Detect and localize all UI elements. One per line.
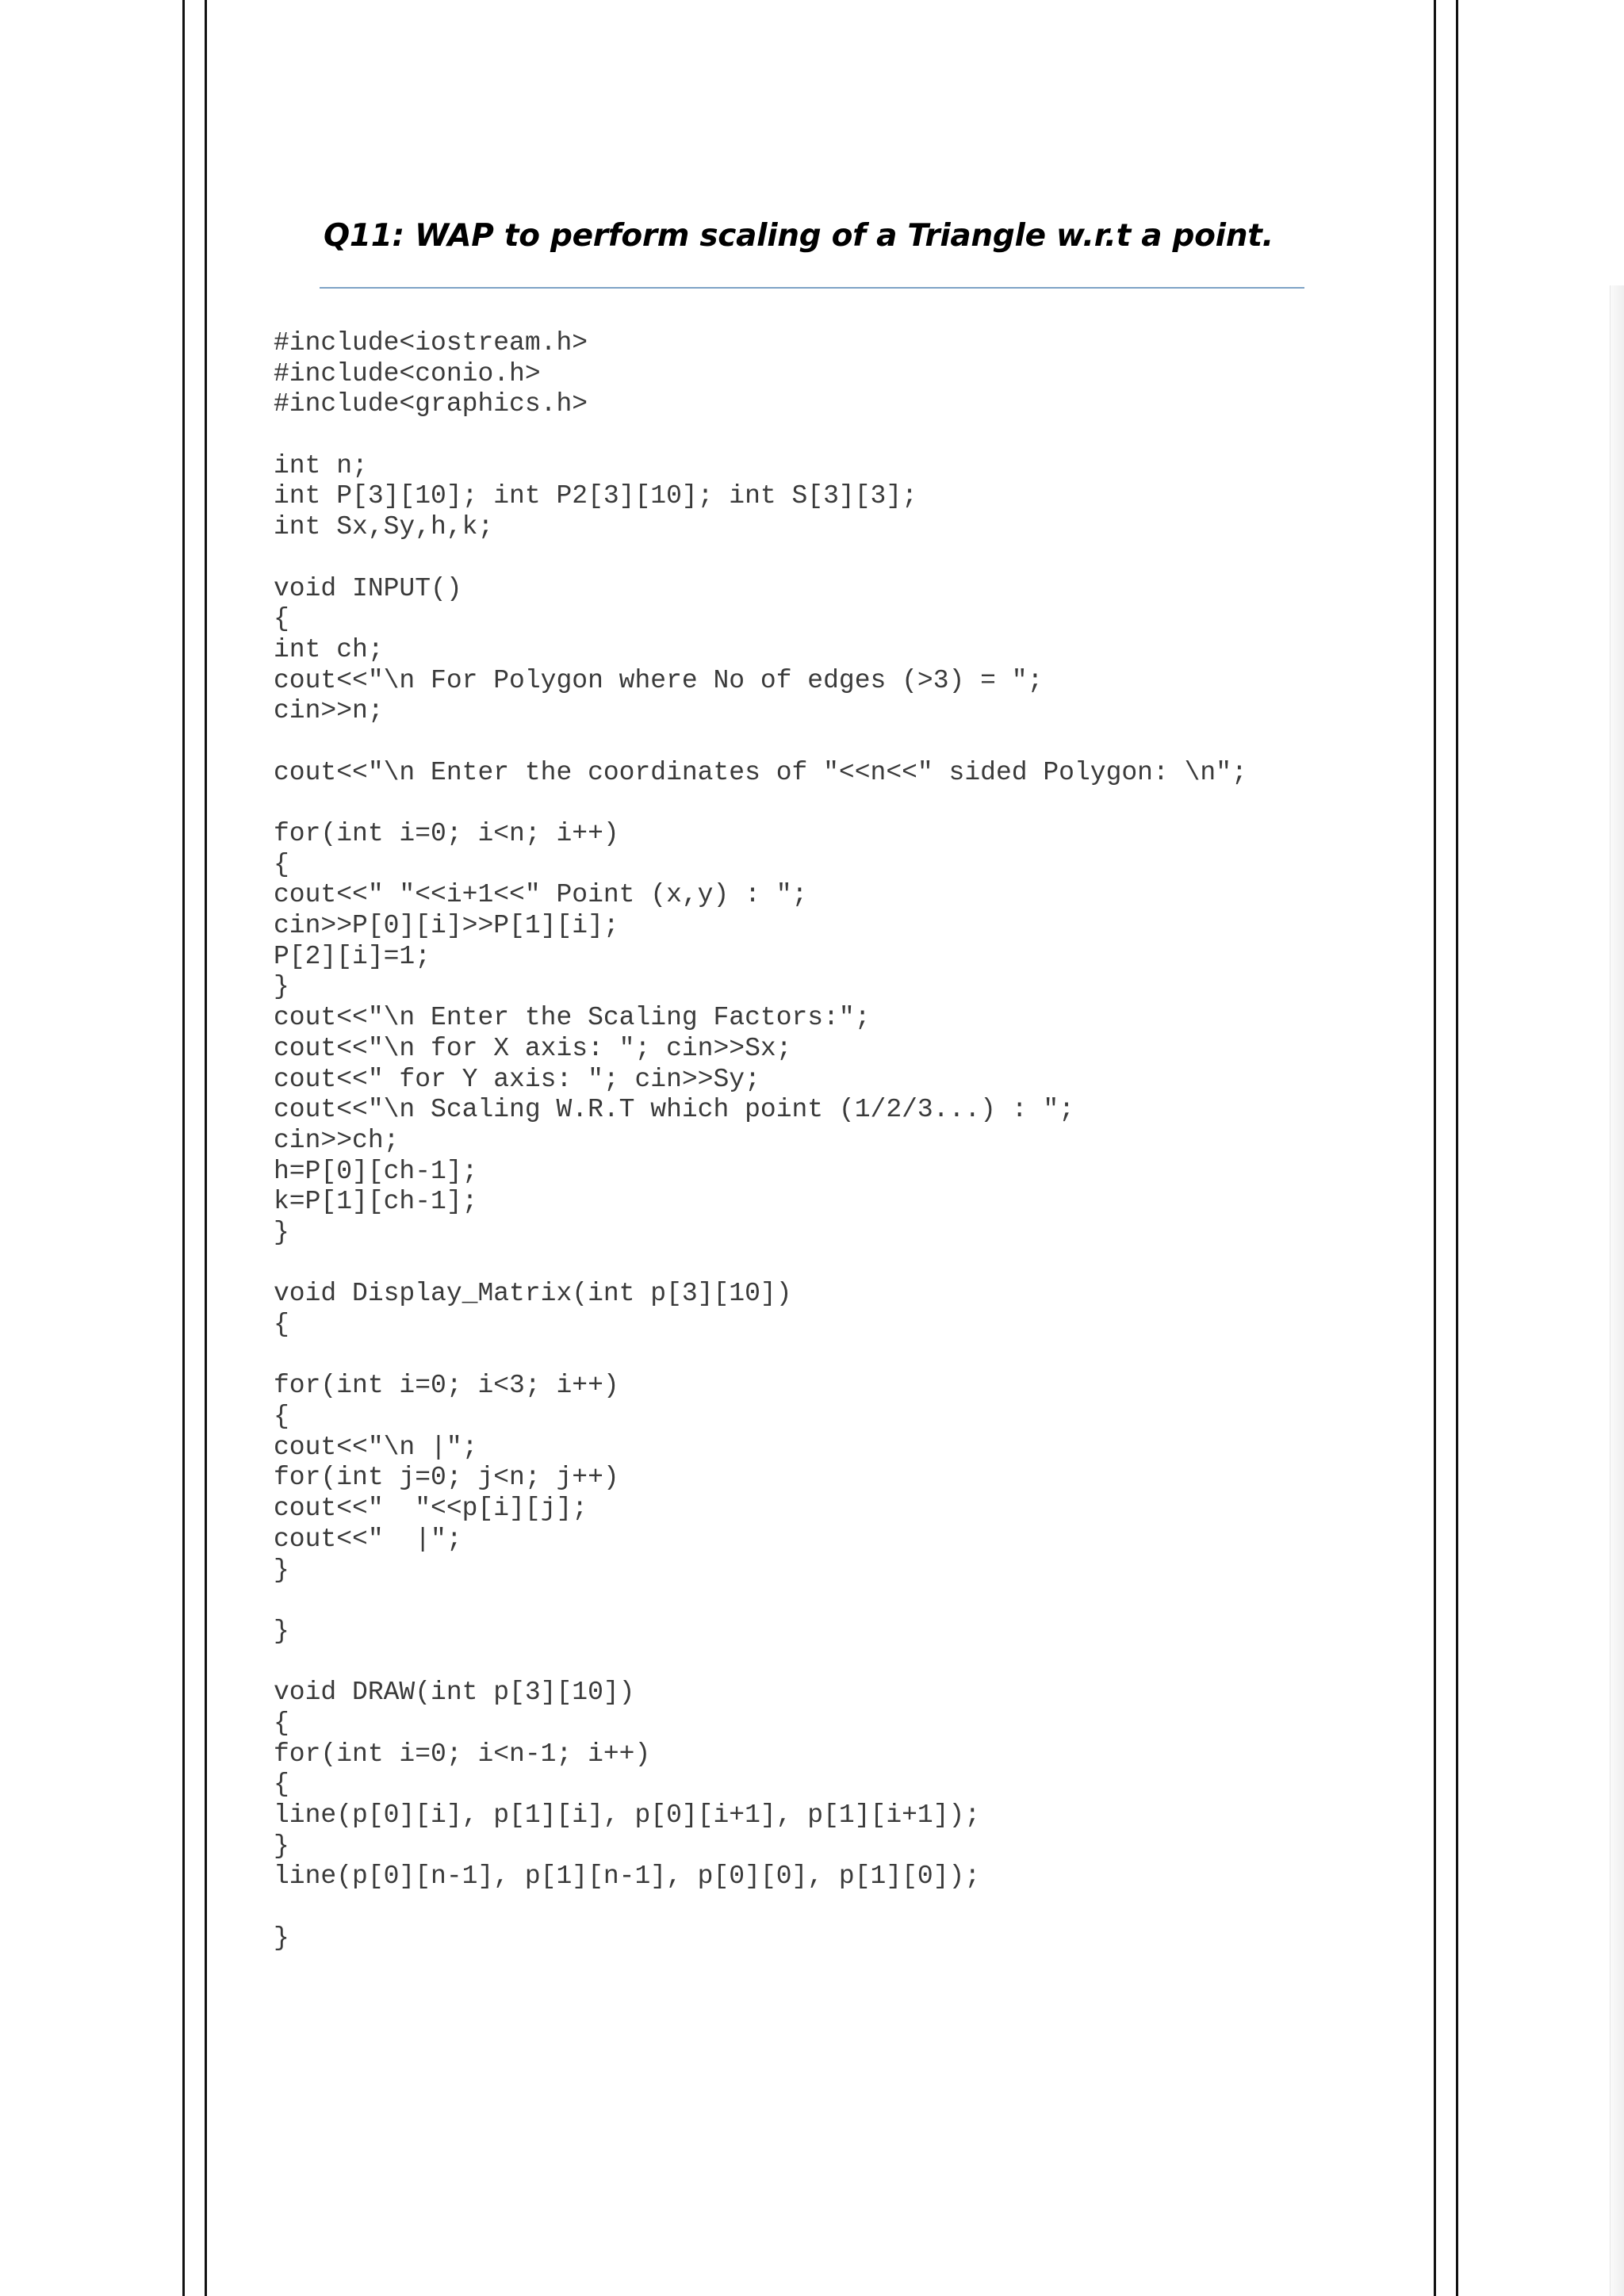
code-line: P[2][i]=1; <box>274 941 431 971</box>
code-line: cout<<" "<<i+1<<" Point (x,y) : "; <box>274 880 808 910</box>
code-line: cout<<" "<<p[i][j]; <box>274 1494 588 1524</box>
code-line: cout<<"\n |"; <box>274 1432 478 1462</box>
code-line: } <box>274 1217 289 1247</box>
code-line: } <box>274 1616 289 1646</box>
code-line <box>274 1586 1247 1617</box>
code-line: cout<<" for Y axis: "; cin>>Sy; <box>274 1064 760 1094</box>
page-border-right-inner <box>1434 0 1436 2296</box>
code-line: cout<<"\n for X axis: "; cin>>Sx; <box>274 1033 792 1063</box>
code-line: cout<<"\n Scaling W.R.T which point (1/2/3...) : "; <box>274 1095 1074 1125</box>
code-line: cout<<" |"; <box>274 1524 462 1554</box>
code-line: cin>>P[0][i]>>P[1][i]; <box>274 911 619 941</box>
code-line: line(p[0][n-1], p[1][n-1], p[0][0], p[1][0]); <box>274 1862 981 1892</box>
code-line: for(int i=0; i<n-1; i++) <box>274 1739 651 1769</box>
page-border-right-outer <box>1456 0 1458 2296</box>
code-line: void DRAW(int p[3][10]) <box>274 1678 635 1708</box>
code-line: for(int i=0; i<n; i++) <box>274 819 619 848</box>
code-line: { <box>274 604 289 634</box>
code-line: cout<<"\n Enter the Scaling Factors:"; <box>274 1003 871 1033</box>
code-line: int P[3][10]; int P2[3][10]; int S[3][3]; <box>274 481 917 511</box>
code-line: int Sx,Sy,h,k; <box>274 512 494 542</box>
code-line: #include<iostream.h> <box>274 328 588 358</box>
code-line: line(p[0][i], p[1][i], p[0][i+1], p[1][i+1]); <box>274 1800 981 1830</box>
code-line: cout<<"\n For Polygon where No of edges (>3) = "; <box>274 665 1044 695</box>
code-line: for(int i=0; i<3; i++) <box>274 1371 619 1401</box>
code-line: cin>>n; <box>274 696 384 726</box>
code-line: void INPUT() <box>274 573 462 603</box>
code-line <box>274 1249 1247 1280</box>
title-underline <box>320 287 1304 289</box>
adjacent-page-edge <box>1610 285 1624 2296</box>
code-line <box>274 1341 1247 1372</box>
code-line <box>274 727 1247 758</box>
code-line: } <box>274 972 289 1002</box>
code-line <box>274 420 1247 451</box>
code-line <box>274 1892 1247 1923</box>
code-line: { <box>274 849 289 879</box>
code-line: cin>>ch; <box>274 1125 400 1155</box>
code-line: int ch; <box>274 634 384 664</box>
code-line: for(int j=0; j<n; j++) <box>274 1463 619 1493</box>
code-line <box>274 543 1247 574</box>
code-line: void Display_Matrix(int p[3][10]) <box>274 1279 792 1309</box>
code-line: { <box>274 1310 289 1339</box>
code-line: #include<conio.h> <box>274 358 541 388</box>
code-line: h=P[0][ch-1]; <box>274 1156 478 1186</box>
code-line: } <box>274 1923 289 1953</box>
code-line <box>274 1647 1247 1678</box>
code-line <box>274 788 1247 819</box>
code-line: { <box>274 1770 289 1800</box>
code-line: } <box>274 1831 289 1861</box>
code-line: { <box>274 1708 289 1738</box>
page-title: Q11: WAP to perform scaling of a Triangle w.r.t a point. <box>324 218 1274 254</box>
code-listing <box>274 328 1247 1954</box>
code-line: int n; <box>274 450 368 480</box>
page-border-left-outer <box>182 0 185 2296</box>
code-line: cout<<"\n Enter the coordinates of "<<n<<" sided Polygon: \n"; <box>274 757 1247 787</box>
code-line: { <box>274 1402 289 1432</box>
page-border-left-inner <box>205 0 207 2296</box>
code-line: #include<graphics.h> <box>274 389 588 419</box>
code-line: k=P[1][ch-1]; <box>274 1187 478 1217</box>
code-line: } <box>274 1555 289 1585</box>
